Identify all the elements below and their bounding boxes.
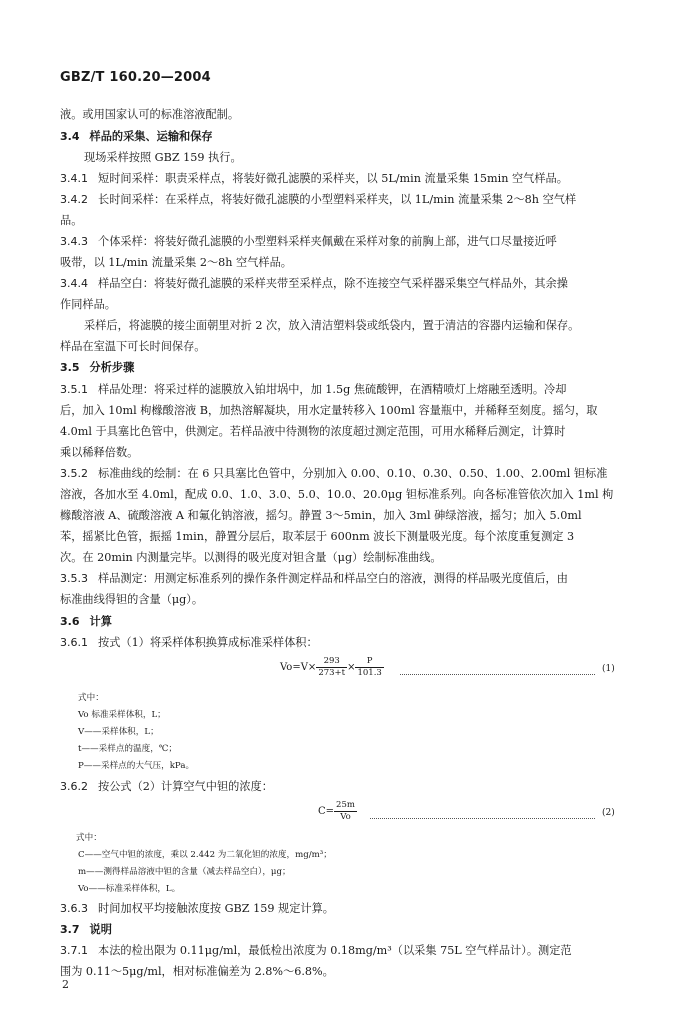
text-line: 液。或用国家认可的标准溶液配制。 — [60, 108, 240, 121]
text-line: 标准曲线得钽的含量（μg）。 — [60, 593, 204, 606]
section-heading: 3.7 说明 — [60, 923, 112, 936]
clause: 3.4.2 长时间采样：在采样点，将装好微孔滤膜的小型塑料采样夹，以 1L/min 流量采集 2～8h 空气样 — [60, 193, 577, 206]
variable-definition: V——采样体积，L； — [78, 727, 159, 737]
equation-number: (2) — [602, 808, 615, 818]
text-line: 溶液，各加水至 4.0ml，配成 0.0、1.0、3.0、5.0、10.0、20.0μg 钽标准系列。向各标准管依次加入 1ml 枸 — [60, 488, 614, 501]
section-heading: 3.4 样品的采集、运输和保存 — [60, 130, 213, 143]
leader-dots — [370, 818, 595, 819]
clause: 3.7.1 本法的检出限为 0.11μg/ml，最低检出浓度为 0.18mg/m³（以采集 75L 空气样品计）。测定范 — [60, 944, 572, 957]
document-header: GBZ/T 160.20—2004 — [60, 70, 211, 85]
variable-definition: t——采样点的温度，℃； — [78, 744, 178, 754]
text-line: 后，加入 10ml 枸橼酸溶液 B，加热溶解凝块，用水定量转移入 100ml 容量瓶中，并稀释至刻度。摇匀，取 — [60, 404, 598, 417]
clause: 3.6.2 按公式（2）计算空气中钽的浓度： — [60, 780, 273, 793]
where-label: 式中： — [78, 693, 104, 703]
clause: 3.5.2 标准曲线的绘制：在 6 只具塞比色管中，分别加入 0.00、0.10、0.30、0.50、1.00、2.00ml 钽标准 — [60, 467, 608, 480]
section-heading: 3.6 计算 — [60, 615, 112, 628]
text-line: 样品在室温下可长时间保存。 — [60, 340, 206, 353]
text-line: 采样后，将滤膜的接尘面朝里对折 2 次，放入清洁塑料袋或纸袋内，置于清洁的容器内运输和保存。 — [84, 319, 580, 332]
text-line: 次。在 20min 内测量完毕。以测得的吸光度对钽含量（μg）绘制标准曲线。 — [60, 551, 442, 564]
formula-1: Vo=V× $\frac{293}{273+t}$ × $\frac{P}{101.3}$ — [280, 656, 382, 678]
clause: 3.6.3 时间加权平均接触浓度按 GBZ 159 规定计算。 — [60, 902, 334, 915]
clause: 3.5.1 样品处理：将采过样的滤膜放入铂坩埚中，加 1.5g 焦硫酸钾，在酒精喷灯上熔融至透明。冷却 — [60, 383, 567, 396]
text-line: 苯，摇紧比色管，振摇 1min，静置分层后，取苯层于 600nm 波长下测量吸光度。每个浓度重复测定 3 — [60, 530, 575, 543]
clause: 3.4.3 个体采样：将装好微孔滤膜的小型塑料采样夹佩戴在采样对象的前胸上部，进气口尽量接近呼 — [60, 235, 557, 248]
page-number: 2 — [62, 978, 69, 991]
variable-definition: P——采样点的大气压，kPa。 — [78, 761, 195, 771]
clause: 3.4.1 短时间采样：职责采样点，将装好微孔滤膜的采样夹，以 5L/min 流量采集 15min 空气样品。 — [60, 172, 568, 185]
text-line: 吸带，以 1L/min 流量采集 2～8h 空气样品。 — [60, 256, 292, 269]
where-label: 式中： — [76, 833, 102, 843]
text-line: 作同样品。 — [60, 298, 116, 311]
text-line: 品。 — [60, 214, 83, 227]
clause: 3.4.4 样品空白：将装好微孔滤膜的采样夹带至采样点，除不连接空气采样器采集空气样品外，其余操 — [60, 277, 568, 290]
text-line: 乘以稀释倍数。 — [60, 446, 139, 459]
equation-number: (1) — [602, 664, 615, 674]
text-line: 围为 0.11～5μg/ml，相对标准偏差为 2.8%～6.8%。 — [60, 965, 334, 978]
variable-definition: C——空气中钽的浓度，乘以 2.442 为二氧化钽的浓度，mg/m³； — [78, 850, 332, 860]
variable-definition: Vo 标准采样体积，L； — [78, 710, 166, 720]
leader-dots — [400, 674, 595, 675]
formula-2: C= $\frac{25m}{Vo}$ — [318, 800, 355, 822]
section-heading: 3.5 分析步骤 — [60, 361, 135, 374]
clause: 3.6.1 按式（1）将采样体积换算成标准采样体积： — [60, 636, 318, 649]
text-line: 现场采样按照 GBZ 159 执行。 — [84, 151, 242, 164]
clause: 3.5.3 样品测定：用测定标准系列的操作条件测定样品和样品空白的溶液，测得的样品吸光度值后，由 — [60, 572, 568, 585]
text-line: 4.0ml 于具塞比色管中，供测定。若样品液中待测物的浓度超过测定范围，可用水稀释后测定，计算时 — [60, 425, 566, 438]
variable-definition: m——测得样品溶液中钽的含量（减去样品空白），μg； — [78, 867, 291, 877]
text-line: 橼酸溶液 A、硫酸溶液 A 和氟化钠溶液，摇匀。静置 3～5min，加入 3ml 砷绿溶液，摇匀；加入 5.0ml — [60, 509, 582, 522]
variable-definition: Vo——标准采样体积，L。 — [78, 884, 181, 894]
